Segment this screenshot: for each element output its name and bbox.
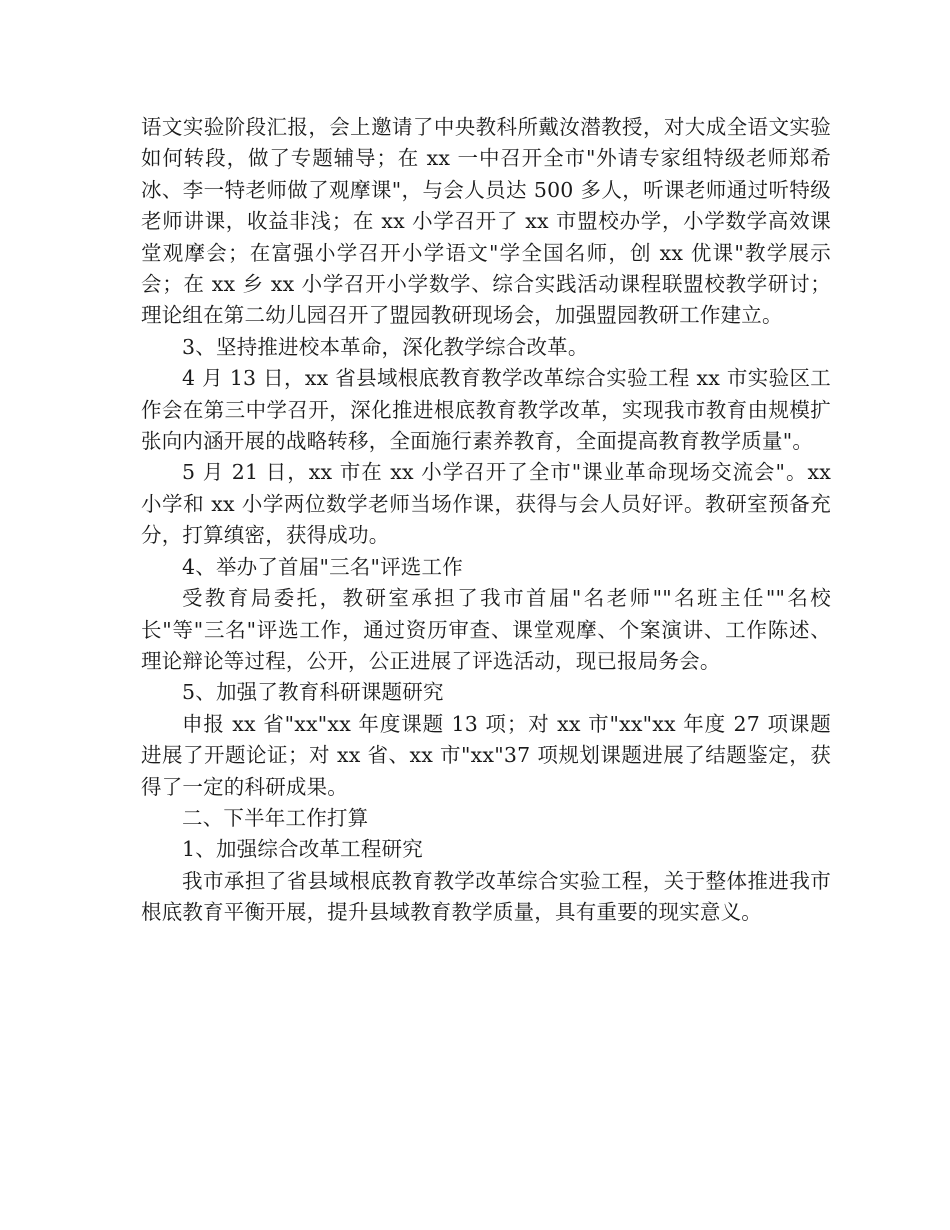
paragraph-april-13: 4 月 13 日，xx 省县域根底教育教学改革综合实验工程 xx 市实验区工作会在第三中学召开，深化推进根底教育教学改革，实现我市教育由规模扩张向内涵开展的战略转移，全面施行素养教育，全面提高教育教学质量"。 (141, 366, 831, 454)
paragraph-research-topics: 申报 xx 省"xx"xx 年度课题 13 项；对 xx 市"xx"xx 年度 27 项课题进展了开题论证；对 xx 省、xx 市"xx"37 项规划课题进展了结题鉴定，获得了一定的科研成果。 (141, 711, 831, 799)
paragraph-reform-project: 我市承担了省县域根底教育教学改革综合实验工程，关于整体推进我市根底教育平衡开展，提升县域教育教学质量，具有重要的现实意义。 (141, 868, 831, 925)
heading-research-topics: 5、加强了教育科研课题研究 (182, 680, 444, 705)
heading-reform-project-research: 1、加强综合改革工程研究 (182, 837, 423, 862)
paragraph-report-continuation: 语文实验阶段汇报，会上邀请了中央教科所戴汝潜教授，对大成全语文实验如何转段，做了专题辅导；在 xx 一中召开全市"外请专家组特级老师郑希冰、李一特老师做了观摩课"，与会人员达 500 多人，听课老师通过听特级老师讲课，收益非浅；在 xx 小学召开了 xx 市盟校办学，小学数学高效课堂观摩会；在富强小学召开小学语文"学全国名师，创 xx 优课"教学展示会；在 xx 乡 xx 小学召开小学数学、综合实践活动课程联盟校教学研讨；理论组在第二幼儿园召开了盟园教研现场会，加强盟园教研工作建立。 (141, 115, 831, 328)
document-body (141, 112, 831, 929)
heading-three-names: 4、举办了首届"三名"评选工作 (182, 554, 463, 579)
paragraph-three-names-selection: 受教育局委托，教研室承担了我市首届"名老师""名班主任""名校长"等"三名"评选工作，通过资历审查、课堂观摩、个案演讲、工作陈述、理论辩论等过程，公开，公正进展了评选活动，现已报局务会。 (141, 586, 831, 673)
paragraph-may-21: 5 月 21 日，xx 市在 xx 小学召开了全市"课业革命现场交流会"。xx 小学和 xx 小学两位数学老师当场作课，获得与会人员好评。教研室预备充分，打算缜密，获得成功。 (141, 460, 831, 548)
heading-second-half-plan: 二、下半年工作打算 (182, 805, 369, 830)
heading-school-reform: 3、坚持推进校本革命，深化教学综合改革。 (182, 334, 589, 359)
